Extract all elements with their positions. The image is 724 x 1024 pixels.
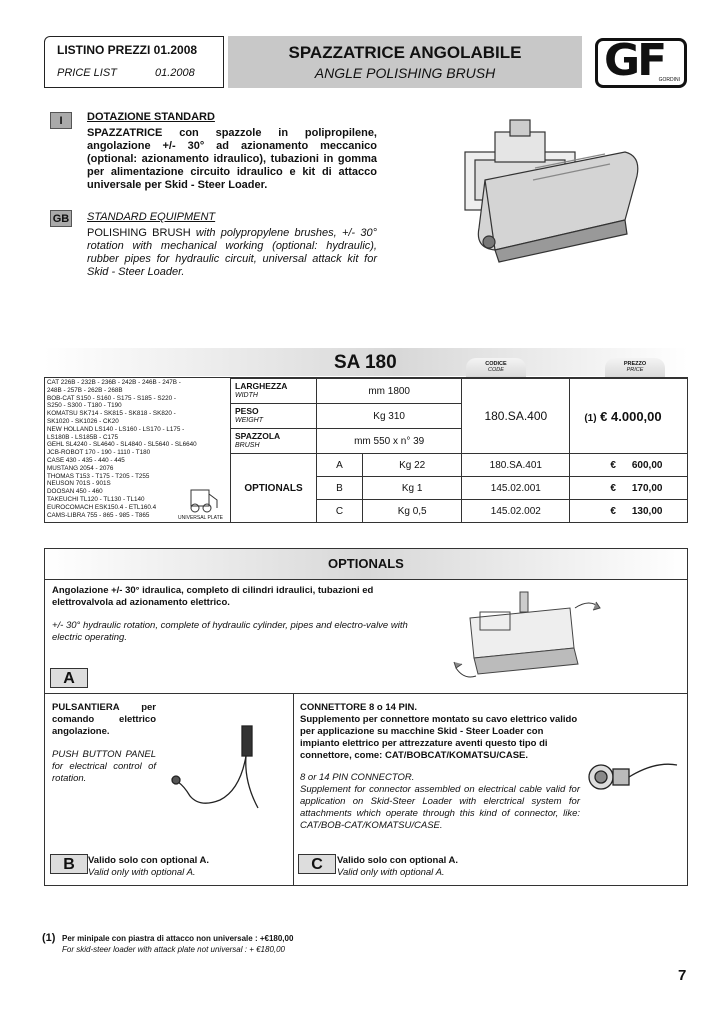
model-line: EUROCOMACH ESK150.4 - ETL160.4 — [47, 503, 157, 511]
model-line: SK1020 - SK1026 - CK20 — [47, 417, 119, 425]
weight-label-cell — [231, 404, 317, 429]
specs-table — [230, 378, 688, 523]
model-line: NEW HOLLAND LS140 - LS160 - LS170 - L175 - — [47, 425, 185, 433]
option-c-text-en: Supplement for connector assembled on electrical cable valid for application on Skid-Steer Loader with elerctrical system for attachments which operate through this kind of connector, like: CAT/BOB-CAT/KOMATSU/CASE. — [300, 784, 580, 831]
page-title: SPAZZATRICE ANGOLABILE — [288, 43, 522, 62]
option-letter: B — [317, 477, 363, 500]
option-c-heading-en: 8 or 14 PIN CONNECTOR. — [300, 772, 415, 783]
listino-label: LISTINO PREZZI 01.2008 — [57, 43, 198, 57]
footnote-mark: (1) — [42, 932, 56, 944]
product-code: 180.SA.400 — [462, 379, 570, 454]
product-price: € 4.000,00 — [600, 408, 662, 424]
standard-heading-it: DOTAZIONE STANDARD — [87, 111, 215, 123]
width-value: mm 1800 — [317, 379, 462, 404]
hydraulic-rotation-illustration — [450, 588, 610, 688]
option-a-text-en: +/- 30° hydraulic rotation, complete of hydraulic cylinder, pipes and electro-valve with electric operating. — [52, 620, 408, 643]
model-name: SA 180 — [334, 352, 397, 373]
optionals-label: OPTIONALS — [231, 454, 317, 523]
standard-text-it: SPAZZATRICE con spazzole in polipropilene, angolazione +/- 30° ad azionamento meccanico (optional: azionamento idraulico), tubazioni in gomma per alimentazione circuito idraulico e kit di attacco universale per Skid - Steer Loader. — [87, 127, 377, 191]
standard-lead-en: POLISHING BRUSH — [87, 227, 191, 239]
standard-heading-en: STANDARD EQUIPMENT — [87, 211, 216, 223]
italian-badge: I — [50, 112, 72, 129]
option-price-cell — [570, 500, 688, 523]
option-b-text-en: PUSH BUTTON PANEL for electrical control of rotation. — [52, 749, 156, 784]
option-c-note-it: Valido solo con optional A. — [337, 855, 459, 866]
footnote-text-en: For skid-steer loader with attack plate not universal : + €180,00 — [62, 945, 286, 954]
option-b-note-en: Valid only with optional A. — [88, 867, 196, 878]
option-currency: € — [610, 505, 616, 517]
footnote-text-it: Per minipale con piastra di attacco non universale : +€180,00 — [62, 934, 294, 943]
standard-text-en — [87, 227, 377, 279]
logo-sub: GORDINI — [658, 77, 680, 83]
option-b-heading: PULSANTIERA per comando elettrico angolazione. — [52, 702, 156, 737]
brush-value: mm 550 x n° 39 — [317, 429, 462, 454]
page-subtitle: ANGLE POLISHING BRUSH — [314, 65, 496, 81]
option-a-text-it: Angolazione +/- 30° idraulica, completo di cilindri idraulici, tubazioni ed elettrovalvola ad azionamento elettrico. — [52, 585, 374, 608]
code-tag-label-en: CODE — [488, 367, 504, 373]
code-tag-label: CODICE — [485, 361, 507, 367]
price-tag — [605, 358, 665, 378]
universal-plate-label: UNIVERSAL PLATE — [178, 515, 224, 521]
pricelist-box — [44, 36, 224, 88]
option-b-letter: B — [50, 854, 88, 874]
divider — [45, 693, 687, 694]
width-label-en: WIDTH — [235, 392, 258, 399]
option-letter: C — [317, 500, 363, 523]
optionals-title: OPTIONALS — [328, 556, 404, 571]
brush-label: SPAZZOLA — [235, 431, 281, 441]
model-line: S250 - S300 - T180 - T190 — [47, 402, 122, 410]
option-code: 145.02.002 — [462, 500, 570, 523]
english-badge: GB — [50, 210, 72, 227]
model-line: MUSTANG 2054 - 2076 — [47, 464, 114, 472]
weight-label-en: WEIGHT — [235, 417, 263, 424]
model-line: JCB-ROBOT 170 - 190 - 1110 - T180 — [47, 449, 151, 457]
width-label-cell — [231, 379, 317, 404]
model-line: CASE 430 - 435 - 440 - 445 — [47, 456, 125, 464]
product-price-cell — [570, 379, 688, 454]
model-line: BOB-CAT S150 - S160 - S175 - S185 - S220 - — [47, 394, 176, 402]
option-price: 170,00 — [631, 482, 663, 494]
option-code: 145.02.001 — [462, 477, 570, 500]
option-price-cell — [570, 477, 688, 500]
company-logo — [595, 35, 687, 88]
option-weight: Kg 1 — [363, 477, 462, 500]
price-tag-label: PREZZO — [623, 361, 647, 367]
model-line: THOMAS T153 - T175 - T205 - T255 — [47, 472, 150, 480]
option-currency: € — [610, 482, 616, 494]
model-line: 248B - 257B - 262B - 268B — [47, 386, 123, 394]
optionals-bar — [45, 549, 687, 580]
model-line: DOOSAN 450 - 460 — [47, 488, 103, 496]
code-tag — [466, 358, 526, 378]
option-c-note-en: Valid only with optional A. — [337, 867, 445, 878]
price-note: (1) — [584, 412, 597, 424]
model-line: NEUSON 701S - 901S — [47, 480, 111, 488]
width-label: LARGHEZZA — [235, 381, 288, 391]
pricelist-date: 01.2008 — [155, 67, 195, 79]
option-currency: € — [610, 459, 616, 471]
price-tag-label-en: PRICE — [626, 367, 644, 373]
model-line: GEHL SL4240 - SL4640 - SL4840 - SL5640 - SL6640 — [47, 441, 197, 449]
option-a-letter: A — [50, 668, 88, 688]
model-line: LS180B - LS185B - C175 — [47, 433, 119, 441]
brush-machine-illustration — [455, 110, 645, 270]
weight-label: PESO — [235, 406, 259, 416]
option-b-note-it: Valido solo con optional A. — [88, 855, 210, 866]
standard-body-en: with polypropylene brushes, +/- 30° rotation with mechanical working (optional: hydraulic), rubber pipes for hydraulic circuit, universal attack kit for Skid - Steer Loader. — [87, 227, 377, 278]
model-line: KOMATSU SK714 - SK815 - SK818 - SK820 - — [47, 410, 176, 418]
title-bar — [228, 36, 582, 88]
model-line: CAT 226B - 232B - 236B - 242B - 246B - 247B - — [47, 379, 181, 386]
brush-label-en: BRUSH — [235, 442, 260, 449]
option-letter: A — [317, 454, 363, 477]
model-line: CAMS-LIBRA 755 - 865 - 985 - T865 — [47, 511, 150, 519]
pin-connector-illustration — [585, 755, 680, 795]
model-line: TAKEUCHI TL120 - TL130 - TL140 — [47, 495, 145, 503]
push-button-panel-illustration — [160, 720, 270, 820]
logo-text: GF — [604, 35, 665, 86]
pricelist-label: PRICE LIST — [57, 67, 117, 79]
option-price: 130,00 — [631, 505, 663, 517]
model-bar — [44, 348, 688, 376]
option-code: 180.SA.401 — [462, 454, 570, 477]
weight-value: Kg 310 — [317, 404, 462, 429]
option-c-heading: CONNETTORE 8 o 14 PIN. — [300, 702, 418, 713]
option-weight: Kg 0,5 — [363, 500, 462, 523]
option-weight: Kg 22 — [363, 454, 462, 477]
column-divider — [293, 693, 294, 885]
skid-steer-icon — [183, 486, 223, 516]
option-price: 600,00 — [631, 459, 663, 471]
option-c-letter: C — [298, 854, 336, 874]
page-number: 7 — [678, 967, 687, 984]
option-c-text-it: Supplemento per connettore montato su cavo elettrico valido per applicazione su macchine Skid - Steer Loader con impianto elettrico per attrezzature aventi questo tipo di connettore, come: CAT/BOBCAT/KOMATSU/CASE. — [300, 714, 578, 761]
brush-label-cell — [231, 429, 317, 454]
option-price-cell — [570, 454, 688, 477]
